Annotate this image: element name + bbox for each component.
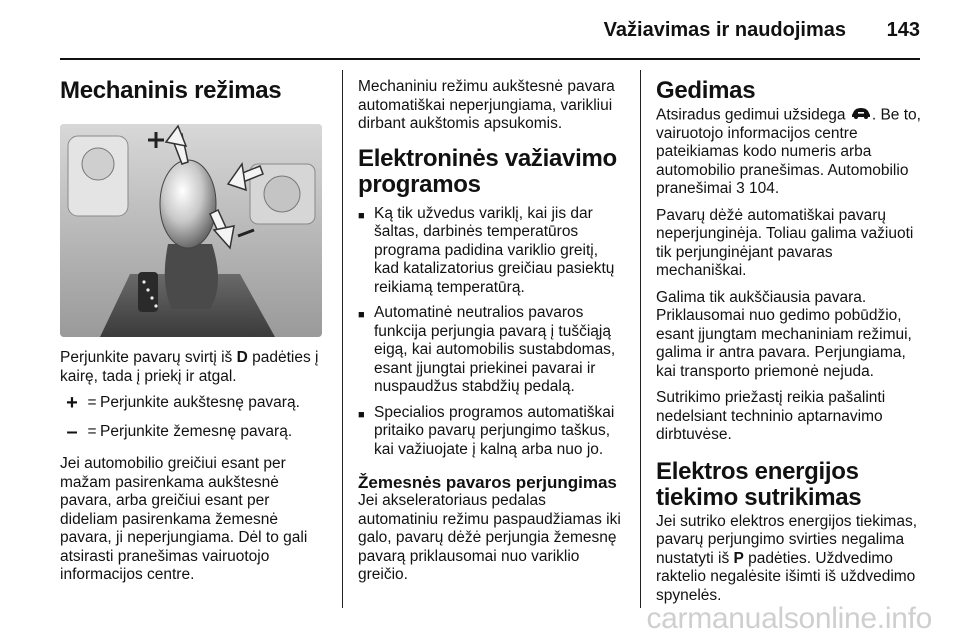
subsection-title: Žemesnės pavaros perjungimas	[358, 473, 617, 492]
list-item: ■ Specialios programos automatiškai pritaiko pavarų perjungimo taškus, kai važiuojate į kalną arba nuo jo.	[358, 403, 615, 458]
plus-icon: +	[66, 392, 78, 414]
paragraph: Atsiradus gedimui užsidega . Be to, vairuotojo informacijos centre pateikiamas kodo numeris arba automobilio pranešimas. Automobilio pranešimai 3 104.	[656, 106, 921, 198]
bullet-icon: ■	[358, 309, 365, 321]
paragraph: Jei automobilio greičiui esant per mažam pasirenkama aukštesnė pavara, arba greičiui esant per dideliam pasirenkama žemesnė pavara, ji neperjungiama. Dėl to gali atsirasti pranešimas vairuotojo informacijos centre.	[60, 455, 308, 583]
minus-icon: –	[66, 420, 78, 443]
section-title: Elektroninės važiavimo programos	[358, 144, 617, 198]
section-title: Elektros energijos tiekimo sutrikimas	[656, 457, 862, 511]
column-2	[358, 72, 626, 585]
shift-instruction: Perjunkite pavarų svirtį iš D padėties į kairę, tada į priekį ir atgal.	[60, 349, 319, 385]
bullet-icon: ■	[358, 408, 365, 421]
paragraph: Galima tik aukščiausia pavara. Priklausomai nuo gedimo pobūdžio, esant įjungtam mechaniniam režimui, galima ir antra pavara. Perjungiama, kai transporto priemonė nejuda.	[656, 288, 912, 380]
triangle-ref-icon: 3	[736, 180, 745, 198]
paragraph: Jei akseleratoriaus pedalas automatiniu režimu paspaudžiamas iki galo, pavarų dėžė perjungia žemesnę pavarą priklausomai nuo variklio greičio.	[358, 492, 621, 583]
header-rule	[60, 58, 920, 60]
list-item: ■ Automatinė neutralios pavaros funkcija perjungia pavarą į tuščiąją eigą, kai automobilis sustabdomas, esant įjungtai priekinei pavarai ir nuspaudžus stabdžių pedalą.	[358, 304, 616, 395]
paragraph: Mechaniniu režimu aukštesnė pavara automatiškai neperjungiama, varikliui dirbant aukštomis apsukomis.	[358, 78, 615, 132]
paragraph: Pavarų dėžė automatiškai pavarų neperjunginėja. Toliau galima važiuoti tik perjunginėjant pavaras mechaniškai.	[656, 206, 914, 280]
page-header	[0, 0, 960, 60]
paragraph: Jei sutriko elektros energijos tiekimas, pavarų perjungimo svirties negalima nustatyti iš P padėties. Uždvedimo raktelio negalėsite išimti iš uždvedimo spynelės.	[656, 512, 918, 604]
legend-downshift: – = Perjunkite žemesnę pavarą.	[60, 423, 326, 442]
column-divider	[640, 70, 641, 608]
section-title: Mechaninis režimas	[60, 77, 282, 104]
column-divider	[342, 70, 343, 608]
bullet-icon: ■	[358, 209, 365, 222]
legend-upshift: + = Perjunkite aukštesnę pavarą.	[60, 394, 326, 413]
gear-shift-illustration	[60, 124, 322, 337]
section-title: Gedimas	[656, 77, 756, 104]
column-1	[60, 72, 326, 585]
header-title: Važiavimas ir naudojimas	[603, 19, 846, 41]
list-item: ■ Ką tik užvedus variklį, kai jis dar šaltas, darbinės temperatūros programa padidina variklio greitį, kad katalizatorius greičiau pasiektų reikiamą temperatūrą.	[358, 204, 615, 296]
paragraph: Sutrikimo priežastį reikia pašalinti nedelsiant techninio aptarnavimo dirbtuvėse.	[656, 389, 886, 444]
car-wrench-icon	[850, 106, 872, 125]
page-number: 143	[886, 19, 920, 41]
watermark-url: carmanualsonline.info	[646, 602, 932, 635]
column-3	[656, 72, 924, 605]
